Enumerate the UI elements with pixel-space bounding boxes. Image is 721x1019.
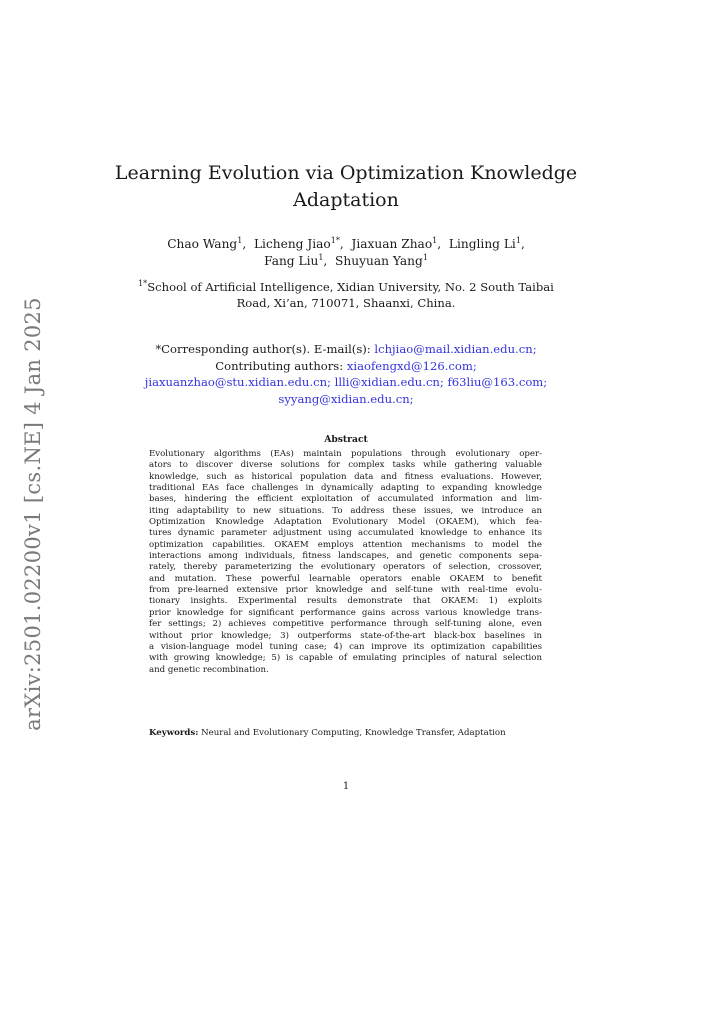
abstract-body — [149, 449, 542, 676]
title-line-2: Adaptation — [293, 189, 399, 211]
author: Shuyuan Yang$^1$ — [335, 253, 428, 268]
abstract-line: iting adaptability to new situations. To address these issues, we introduce an — [149, 505, 542, 516]
abstract-heading: Abstract — [324, 434, 368, 445]
abstract-line: a vision-language model tuning case; 4) can improve its optimization capabilities — [149, 641, 542, 652]
correspondence-block: *Corresponding author(s). E-mail(s): lchjiao@mail.xidian.edu.cn; Contributing authors: xiaofengxd@126.com; jiaxuanzhao@stu.xidian.edu.cn; llli@xidian.edu.cn; f63liu@163.com; syyang@xidian.edu.cn; — [144, 342, 548, 406]
author: Licheng Jiao$^{1*}$ — [253, 236, 340, 251]
author: Jiaxuan Zhao$^1$ — [351, 236, 438, 251]
paper-title — [100, 160, 592, 214]
email-link[interactable]: llli@xidian.edu.cn; — [334, 375, 444, 389]
author-line-2: Fang Liu$^1$, Shuyuan Yang$^1$ — [264, 253, 428, 268]
abstract-line: Optimization Knowledge Adaptation Evolutionary Model (OKAEM), which fea- — [149, 517, 542, 528]
abstract-line: tionary insights. Experimental results demonstrate that OKAEM: 1) exploits — [149, 596, 542, 607]
page-number: 1 — [342, 781, 350, 792]
author: Lingling Li$^1$ — [448, 236, 521, 251]
abstract-line: Evolutionary algorithms (EAs) maintain populations through evolutionary oper- — [149, 449, 542, 459]
keywords-label: Keywords: — [149, 728, 199, 738]
affiliation: $^{1*}$School of Artificial Intelligence, Xidian University, No. 2 South Taibai Road, Xi’an, 710071, Shaanxi, China. — [138, 279, 554, 310]
abstract-line: with growing knowledge; 5) is capable of emulating principles of natural selection — [149, 653, 542, 664]
abstract-line: knowledge, such as historical population data and fitness evaluations. However, — [149, 471, 542, 482]
keywords — [149, 728, 543, 738]
abstract-line: traditional EAs face challenges in dynamically adapting to expanding knowledge — [149, 483, 542, 494]
author: Fang Liu$^1$ — [264, 253, 324, 268]
abstract-line: fer settings; 2) achieves competitive performance through self-tuning alone, even — [149, 619, 542, 630]
abstract-line: and mutation. These powerful learnable operators enable OKAEM to benefit — [149, 573, 542, 584]
abstract-line: and genetic recombination. — [149, 664, 269, 675]
abstract-line: rately, thereby parameterizing the evolutionary operators of selection, crossover, — [149, 562, 542, 573]
abstract-line: bases, hindering the efficient exploitation of accumulated information and lim- — [149, 494, 542, 505]
abstract-line: prior knowledge for significant performance gains across various knowledge trans- — [149, 607, 542, 618]
email-link[interactable]: xiaofengxd@126.com; — [346, 358, 477, 373]
corresponding-email-link[interactable]: lchjiao@mail.xidian.edu.cn; — [374, 342, 537, 356]
abstract-line: from pre-learned extensive prior knowledge and self-tune with real-time evolu- — [149, 585, 542, 596]
abstract-line: ators to discover diverse solutions for complex tasks while gathering valuable — [149, 460, 542, 471]
email-link[interactable]: f63liu@163.com; — [447, 375, 548, 389]
abstract-line: optimization capabilities. OKAEM employs attention mechanisms to model the — [149, 539, 542, 550]
author-list — [110, 236, 582, 270]
title-line-1: Learning Evolution via Optimization Knowledge — [114, 162, 578, 184]
email-link[interactable]: jiaxuanzhao@stu.xidian.edu.cn; — [144, 375, 331, 389]
abstract-line: without prior knowledge; 3) outperforms state-of-the-art black-box baselines in — [149, 630, 542, 641]
abstract-line: tures dynamic parameter adjustment using accumulated knowledge to enhance its — [149, 528, 542, 539]
author: Chao Wang$^1$ — [167, 236, 243, 251]
email-link[interactable]: syyang@xidian.edu.cn; — [278, 391, 414, 406]
keywords-text: Neural and Evolutionary Computing, Knowledge Transfer, Adaptation — [201, 728, 506, 738]
author-line-1: Chao Wang$^1$, Licheng Jiao$^{1*}$, Jiaxuan Zhao$^1$, Lingling Li$^1$, — [167, 236, 525, 251]
arxiv-identifier: arXiv:2501.02200v1 [cs.NE] 4 Jan 2025 — [21, 297, 45, 731]
abstract-line: interactions among individuals, fitness landscapes, and genetic components sepa- — [149, 551, 542, 562]
